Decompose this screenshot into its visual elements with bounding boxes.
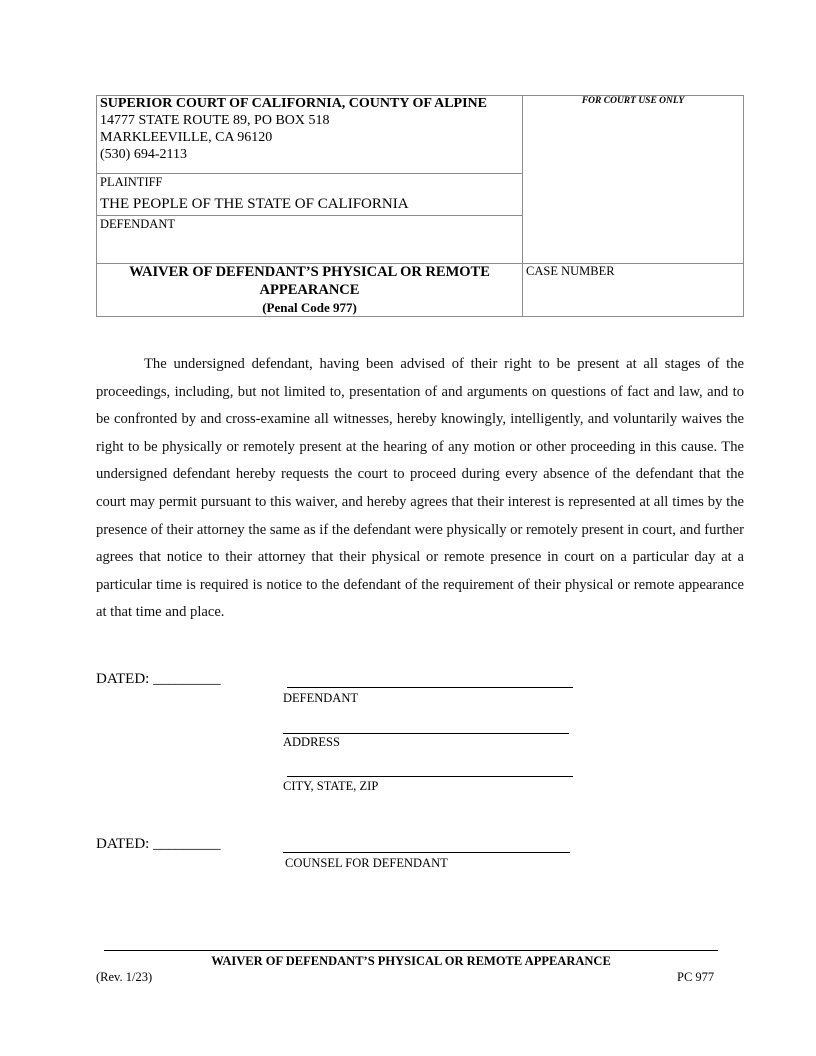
footer-rule bbox=[104, 950, 718, 951]
defendant-signature-line[interactable] bbox=[287, 687, 573, 688]
court-use-label: FOR COURT USE ONLY bbox=[581, 96, 685, 106]
city-state-zip-label: CITY, STATE, ZIP bbox=[283, 779, 379, 793]
defendant-label: DEFENDANT bbox=[100, 217, 175, 231]
footer-form-number: PC 977 bbox=[677, 970, 715, 984]
address-label: ADDRESS bbox=[283, 735, 340, 749]
city-state-zip-line[interactable] bbox=[287, 776, 573, 777]
defendant-signature-label: DEFENDANT bbox=[283, 691, 358, 705]
footer-revision: (Rev. 1/23) bbox=[96, 970, 153, 984]
plaintiff-label: PLAINTIFF bbox=[100, 175, 163, 189]
dated-line-1[interactable]: DATED: _________ bbox=[96, 671, 221, 687]
case-number-label: CASE NUMBER bbox=[526, 264, 615, 278]
caption-vertical-divider bbox=[522, 96, 523, 317]
address-line[interactable] bbox=[283, 733, 569, 734]
waiver-paragraph: The undersigned defendant, having been advised of their right to be present at all stages of the proceedings, including, but not limited to, presentation of and arguments on questions of fact and law, and to be confronted by and cross-examine all witnesses, hereby knowingly, intelligently, and voluntarily waives the right to be physically or remotely present at the hearing of any motion or other proceeding in this cause. The undersigned defendant hereby requests the court to proceed during every absence of the defendant that the court may permit pursuant to this waiver, and hereby agrees that their interest is represented at all times by the presence of their attorney the same as if the defendant were physically or remotely present in court, and further agrees that notice to their attorney that their physical or remote presence in court on a particular day at a particular time is required is notice to the defendant of the requirement of their physical or remote appearance at that time and place. bbox=[96, 356, 744, 621]
counsel-signature-line[interactable] bbox=[283, 852, 570, 853]
form-title-line1: WAIVER OF DEFENDANT’S PHYSICAL OR REMOTE bbox=[129, 264, 490, 280]
caption-divider-court bbox=[97, 173, 522, 174]
caption-divider-plaintiff bbox=[97, 215, 522, 216]
counsel-signature-label: COUNSEL FOR DEFENDANT bbox=[285, 856, 448, 870]
court-address-line2: MARKLEEVILLE, CA 96120 bbox=[100, 130, 273, 145]
court-address-line1: 14777 STATE ROUTE 89, PO BOX 518 bbox=[100, 113, 330, 128]
caption-table bbox=[96, 95, 744, 317]
court-name: SUPERIOR COURT OF CALIFORNIA, COUNTY OF ALPINE bbox=[100, 96, 488, 111]
form-title-line2: APPEARANCE bbox=[259, 282, 360, 298]
court-phone: (530) 694-2113 bbox=[100, 147, 187, 162]
footer-title: WAIVER OF DEFENDANT’S PHYSICAL OR REMOTE APPEARANCE bbox=[211, 954, 611, 968]
form-subtitle: (Penal Code 977) bbox=[262, 300, 357, 315]
plaintiff-name: THE PEOPLE OF THE STATE OF CALIFORNIA bbox=[100, 196, 409, 212]
dated-line-2[interactable]: DATED: _________ bbox=[96, 836, 221, 852]
